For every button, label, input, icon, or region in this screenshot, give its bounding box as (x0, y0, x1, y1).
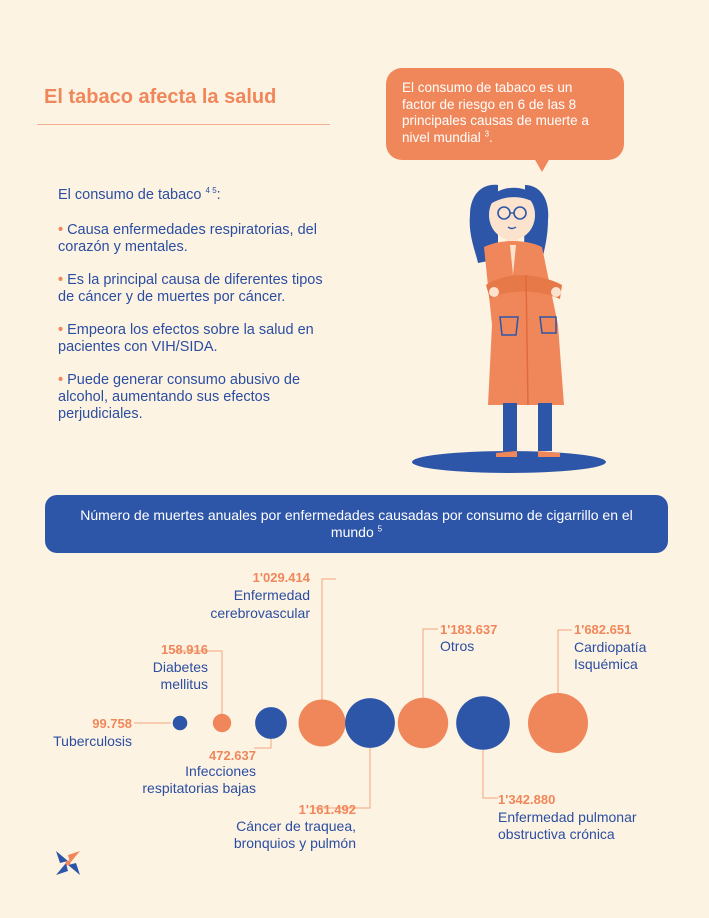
category-label: Enfermedad (233, 587, 310, 603)
leader-line (423, 629, 438, 698)
intro-text (58, 187, 221, 203)
logo-icon (52, 847, 84, 879)
data-label: 472.637 (209, 748, 256, 763)
category-label: Infecciones (185, 763, 256, 779)
category-label: obstructiva crónica (498, 826, 615, 842)
category-label: Otros (440, 638, 475, 654)
leg-left (503, 403, 517, 451)
category-label: Cardiopatía (574, 639, 647, 655)
banner-text: Número de muertes anuales por enfermedades causadas por consumo de cigarrillo en el mundo (80, 507, 633, 540)
bubble-text: El consumo de tabaco es un factor de riesgo en 6 de las 8 principales causas de muerte a nivel mundial (402, 80, 589, 145)
speech-bubble (386, 68, 624, 160)
category-label: Tuberculosis (53, 733, 132, 749)
bullet-icon: • (58, 272, 64, 288)
category-label: cerebrovascular (210, 605, 310, 621)
list-item-text: Causa enfermedades respiratorias, del corazón y mentales. (58, 222, 317, 255)
bubble-point (173, 716, 188, 731)
bubble-point (528, 693, 588, 753)
effects-list (58, 222, 338, 439)
category-label: mellitus (160, 676, 208, 692)
speech-bubble-tail (534, 158, 550, 172)
category-label: Isquémica (574, 656, 638, 672)
leader-line (254, 739, 271, 748)
list-item-text: Puede generar consumo abusivo de alcohol, aumentando sus efectos perjudiciales. (58, 372, 301, 422)
doctor-illustration (410, 175, 610, 480)
leader-line (558, 630, 572, 693)
leader-line (483, 750, 498, 798)
list-item-text: Es la principal causa de diferentes tipos de cáncer y de muertes por cáncer. (58, 272, 323, 305)
data-label: 1'183.637 (440, 622, 498, 637)
data-label: 1'029.414 (252, 570, 310, 585)
bullet-icon: • (58, 322, 64, 338)
list-item (58, 372, 338, 423)
data-label: 1'342.880 (498, 792, 556, 807)
leader-line (314, 748, 370, 808)
bubble-point (456, 696, 510, 750)
intro-ref: 4 5 (205, 186, 217, 196)
list-item (58, 222, 338, 256)
category-label: respitatorias bajas (142, 780, 256, 796)
category-label: bronquios y pulmón (233, 835, 356, 851)
bubble-chart (0, 560, 709, 860)
bubble-point (255, 707, 287, 739)
category-label: Diabetes (152, 659, 208, 675)
page-title: El tabaco afecta la salud (44, 86, 277, 108)
bullet-icon: • (58, 372, 64, 388)
data-label: 1'682.651 (574, 622, 632, 637)
bubble-ref: 3 (484, 129, 490, 138)
data-label: 99.758 (92, 716, 132, 731)
banner-ref: 5 (377, 524, 383, 534)
chart-title-banner (45, 495, 668, 553)
lab-coat (484, 241, 564, 405)
title-divider (37, 124, 330, 125)
shoe-right (538, 451, 560, 457)
intro-suffix: : (216, 187, 221, 203)
bullet-icon: • (58, 222, 64, 238)
leg-right (538, 403, 552, 451)
list-item (58, 322, 338, 356)
category-label: Cáncer de traquea, (236, 818, 356, 834)
data-label: 1'161.492 (298, 802, 356, 817)
bubble-point (345, 698, 395, 748)
bubble-point (398, 698, 448, 748)
data-label: 158.916 (161, 642, 208, 657)
leader-line (322, 579, 336, 700)
list-item-text: Empeora los efectos sobre la salud en pacientes con VIH/SIDA. (58, 322, 314, 355)
category-label: Enfermedad pulmonar (498, 809, 637, 825)
list-item (58, 272, 338, 306)
bubble-point (213, 714, 231, 732)
intro-label: El consumo de tabaco (58, 187, 202, 203)
bubble-suffix: . (489, 129, 493, 145)
bubble-point (299, 700, 346, 747)
